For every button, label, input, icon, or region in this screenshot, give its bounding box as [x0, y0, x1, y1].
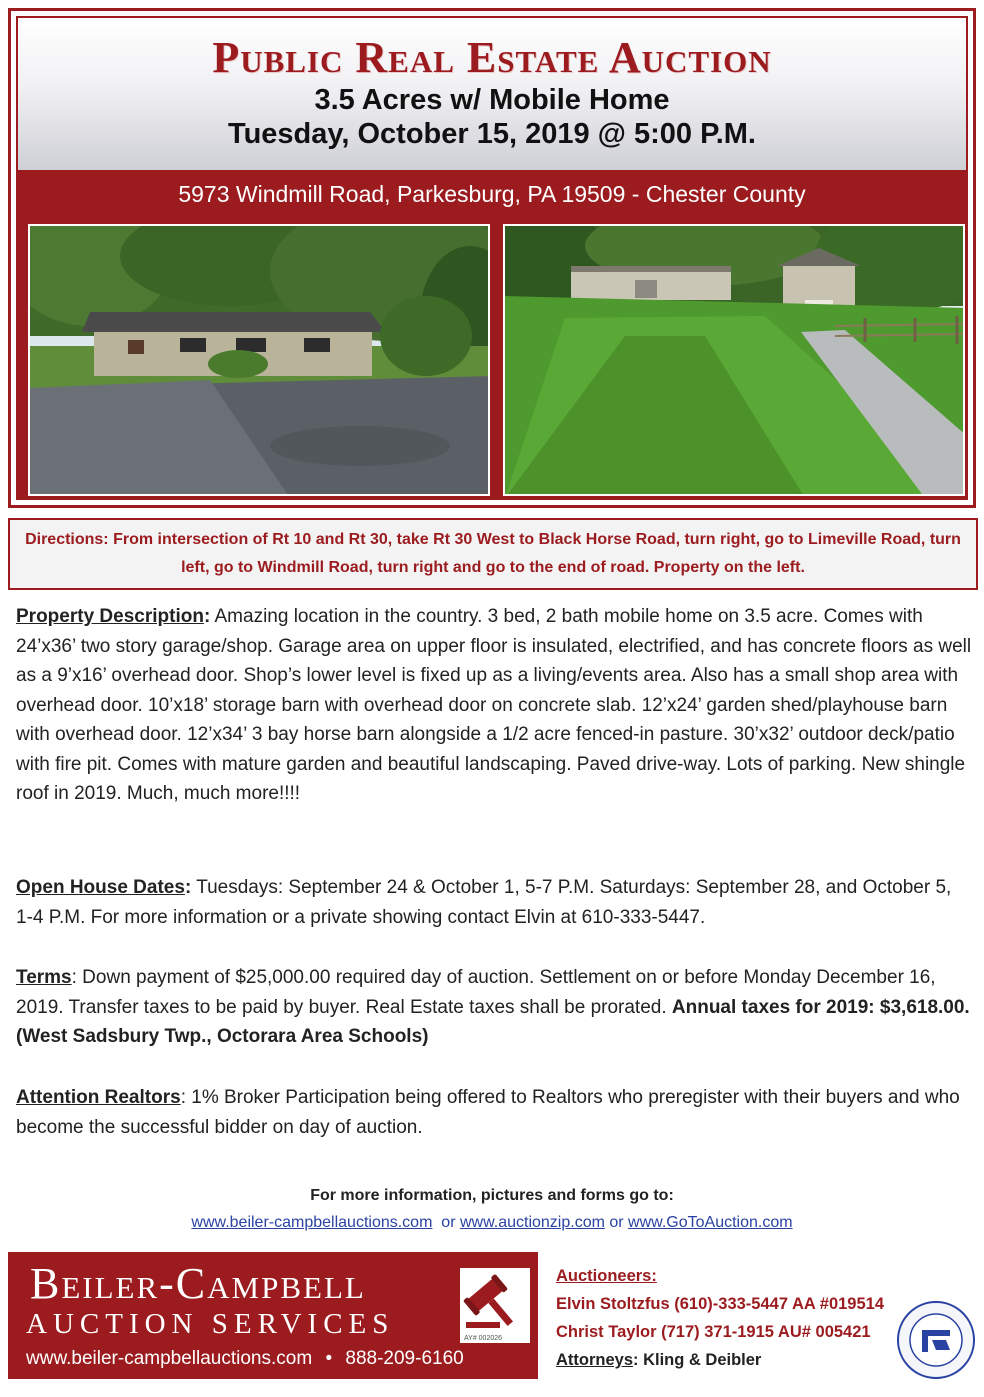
realtors-label: Attention Realtors	[16, 1087, 181, 1108]
company-logo-block	[8, 1252, 538, 1379]
company-website: www.beiler-campbellauctions.com	[26, 1348, 313, 1369]
company-name: Beiler-Campbell	[30, 1259, 366, 1308]
realtors-text: 1% Broker Participation being offered to Realtors who preregister with their buyers and who become the successful bidder on day of auction.	[16, 1087, 960, 1138]
property-description-label: Property Description	[16, 606, 204, 627]
license-number: AY# 002026	[464, 1335, 503, 1342]
attention-realtors: Attention Realtors: 1% Broker Participation being offered to Realtors who preregister with their buyers and who become the successful bidder on day of auction.	[16, 1087, 960, 1138]
or-text-2: or	[604, 1214, 629, 1231]
annual-taxes: Annual taxes for 2019: $3,618.00. (West Sadsbury Twp., Octorara Area Schools)	[16, 996, 970, 1047]
company-contact	[26, 1348, 464, 1370]
company-subtitle: AUCTION SERVICES	[26, 1308, 395, 1340]
terms-label: Terms	[16, 967, 72, 988]
auctioneers-block	[556, 1262, 884, 1374]
bullet-separator: •	[325, 1348, 333, 1369]
page-title: Public Real Estate Auction	[212, 33, 772, 82]
property-address: 5973 Windmill Road, Parkesburg, PA 19509 - Chester County	[178, 181, 806, 207]
attorneys-line	[556, 1346, 884, 1374]
beiler-campbell-link[interactable]: www.beiler-campbellauctions.com	[191, 1214, 433, 1231]
gavel-icon	[460, 1268, 530, 1332]
terms-text: Down payment of $25,000.00 required day of auction. Settlement on or before Monday December 16, 2019. Transfer taxes to be paid by buyer. Real Estate taxes shall be prorated.	[16, 967, 936, 1018]
open-house-dates: Open House Dates: Tuesdays: September 24 & October 1, 5-7 P.M. Saturdays: September 28, and October 5, 1-4 P.M. For more information or a private showing contact Elvin at 610-333-5447.	[16, 877, 952, 928]
open-house-label: Open House Dates	[16, 877, 185, 898]
open-house-text: Tuesdays: September 24 & October 1, 5-7 P.M. Saturdays: September 28, and October 5, 1-4 P.M. For more information or a private showing contact Elvin at 610-333-5447.	[16, 877, 952, 928]
header-inner	[16, 16, 968, 500]
property-description: Property Description: Amazing location in the country. 3 bed, 2 bath mobile home on 3.5 acre. Comes with 24’x36’ two story garage/shop. Garage area on upper floor is insulated, electrified, and has concrete floors as well as a 9’x16’ overhead door. Shop’s lower level is fixed up as a living/events area. Also has a small shop area with overhead door. 10’x18’ storage barn with overhead door on concrete slab. 12’x24’ garden shed/playhouse barn with overhead door. 12’x34’ 3 bay horse barn alongside a 1/2 acre fenced-in pasture. 30’x32’ outdoor deck/patio with fire pit. Comes with mature garden and beautiful landscaping. Paved drive-way. Lots of parking. New shingle roof in 2019. Much, much more!!!!	[16, 606, 972, 804]
lawn-photo	[503, 224, 965, 496]
auctioneers-heading: Auctioneers:	[556, 1267, 657, 1285]
attorneys-text: : Kling & Deibler	[633, 1351, 762, 1369]
more-info-title: For more information, pictures and forms go to:	[310, 1187, 674, 1204]
subtitle: 3.5 Acres w/ Mobile Home	[314, 84, 670, 116]
property-description-text: Amazing location in the country. 3 bed, 2 bath mobile home on 3.5 acre. Comes with 24’x36’ two story garage/shop. Garage area on upper floor is insulated, electrified, and has concrete floors as well as a 9’x16’ overhead door. Shop’s lower level is fixed up as a living/events area. Also has a small shop area with overhead door. 10’x18’ storage barn with overhead door on concrete slab. 12’x24’ garden shed/playhouse barn with overhead door. 12’x34’ 3 bay horse barn alongside a 1/2 acre fenced-in pasture. 30’x32’ outdoor deck/patio with fire pit. Comes with mature garden and beautiful landscaping. Paved drive-way. Lots of parking. New shingle roof in 2019. Much, much more!!!!	[16, 606, 972, 804]
company-phone: 888-209-6160	[345, 1348, 464, 1369]
gavel-logo	[460, 1268, 530, 1343]
title-band	[18, 18, 966, 170]
auctionzip-link[interactable]: www.auctionzip.com	[459, 1214, 605, 1231]
attorneys-label: Attorneys	[556, 1351, 634, 1369]
house-photo	[28, 224, 490, 496]
terms: Terms: Down payment of $25,000.00 required day of auction. Settlement on or before Monday December 16, 2019. Transfer taxes to be paid by buyer. Real Estate taxes shall be prorated. Annual taxes for 2019: $3,618.00. (West Sadsbury Twp., Octorara Area Schools)	[16, 967, 970, 1047]
directions-box: Directions: From intersection of Rt 10 and Rt 30, take Rt 30 West to Black Horse Road, turn right, go to Limeville Road, turn left, go to Windmill Road, turn right and go to the end of road. Property on the left.	[8, 518, 978, 590]
gotoauction-link[interactable]: www.GoToAuction.com	[628, 1214, 793, 1231]
auctioneer-elvin: Elvin Stoltzfus (610)-333-5447 AA #019514	[556, 1295, 885, 1313]
auctioneer-christ: Christ Taylor (717) 371-1915 AU# 005421	[556, 1323, 871, 1341]
pa-auctioneers-seal-icon	[896, 1300, 976, 1380]
more-info-links	[0, 1214, 984, 1232]
or-text-1: or	[432, 1214, 460, 1231]
auction-date-time: Tuesday, October 15, 2019 @ 5:00 P.M.	[228, 118, 756, 150]
header-frame	[8, 8, 976, 508]
